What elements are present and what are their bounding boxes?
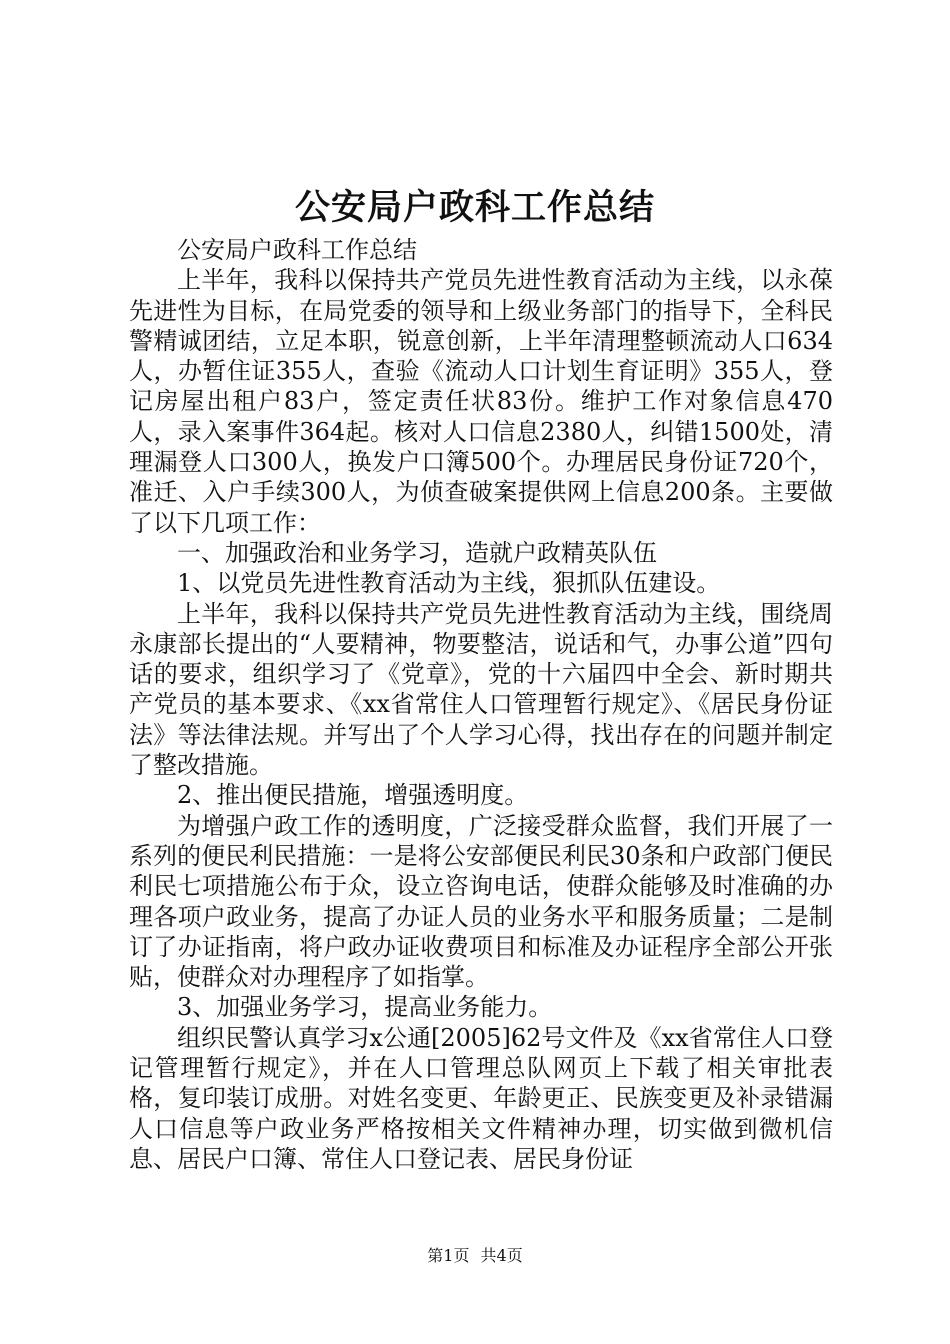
page-total: 共4页 bbox=[480, 1246, 523, 1265]
document-body bbox=[129, 235, 833, 1174]
paragraph-business: 组织民警认真学习x公通[2005]62号文件及《xx省常住人口登记管理暂行规定》，并在人口管理总队网页上下载了相关审批表格，复印装订成册。对姓名变更、年龄更正、民族变更及补录错漏人口信息等户政业务严格按相关文件精神办理，切实做到微机信息、居民户口簿、常住人口登记表、居民身份证 bbox=[129, 1023, 833, 1173]
subheading-1: 1、以党员先进性教育活动为主线，狠抓队伍建设。 bbox=[177, 569, 721, 598]
subheading-2: 2、推出便民措施，增强透明度。 bbox=[177, 781, 529, 810]
heading-section-1: 一、加强政治和业务学习，造就户政精英队伍 bbox=[177, 538, 657, 567]
paragraph-summary: 上半年，我科以保持共产党员先进性教育活动为主线，以永葆先进性为目标，在局党委的领导和上级业务部门的指导下，全科民警精诚团结，立足本职，锐意创新，上半年清理整顿流动人口634人，办暂住证355人，查验《流动人口计划生育证明》355人，登记房屋出租户83户，签定责任状83份。维护工作对象信息470人，录入案事件364起。核对人口信息2380人，纠错1500处，清理漏登人口300人，换发户口簿500个。办理居民身份证720个，准迁、入户手续300人，为侦查破案提供网上信息200条。主要做了以下几项工作： bbox=[129, 266, 833, 537]
page-number: 第1页 bbox=[427, 1246, 470, 1265]
document-title: 公安局户政科工作总结 bbox=[294, 187, 655, 228]
page-footer bbox=[0, 1245, 950, 1267]
paragraph-transparency: 为增强户政工作的透明度，广泛接受群众监督，我们开展了一系列的便民利民措施：一是将公安部便民利民30条和户政部门便民利民七项措施公布于众，设立咨询电话，使群众能够及时准确的办理各项户政业务，提高了办证人员的业务水平和服务质量；二是制订了办证指南，将户政办证收费项目和标准及办证程序全部公开张贴，使群众对办理程序了如指掌。 bbox=[129, 811, 833, 992]
paragraph-study: 上半年，我科以保持共产党员先进性教育活动为主线，围绕周永康部长提出的“人要精神，物要整洁，说话和气，办事公道”四句话的要求，组织学习了《党章》，党的十六届四中全会、新时期共产党员的基本要求、《xx省常住人口管理暂行规定》、《居民身份证法》等法律法规。并写出了个人学习心得，找出存在的问题并制定了整改措施。 bbox=[129, 599, 833, 780]
paragraph-subtitle: 公安局户政科工作总结 bbox=[177, 236, 417, 264]
subheading-3: 3、加强业务学习，提高业务能力。 bbox=[177, 993, 553, 1022]
